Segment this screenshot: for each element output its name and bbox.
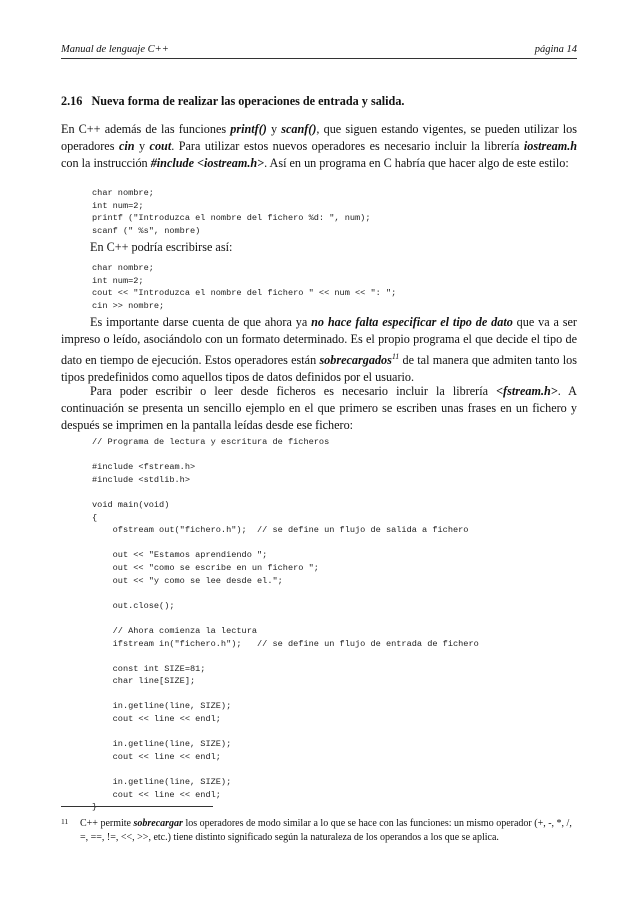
footnote-text [80, 817, 577, 845]
text: de tal manera que admiten tanto los tipos predefinidos como aquellos tipos de datos definidos por el usuario. [61, 353, 577, 385]
keyword-cin: cin [118, 139, 135, 153]
text: los operadores de modo similar a lo que se hace con las funciones: un mismo operador (+, -, *, /, =, ==, !=, <<, >>, etc.) tiene distinto significado según la naturaleza de los operandos a los que se aplica. [80, 818, 572, 843]
section-number: 2.16 [61, 94, 83, 108]
keyword-cout: cout [149, 139, 172, 153]
text: Es importante darse cuenta de que ahora ya [90, 315, 312, 329]
footnote [61, 817, 577, 845]
keyword-scanf: scanf() [281, 122, 317, 136]
page-header [61, 44, 577, 55]
text: con la instrucción [61, 156, 151, 170]
paragraph-cpp: En C++ podría escribirse así: [90, 240, 233, 254]
code-block-c: char nombre; int num=2; printf ("Introduzca el nombre del fichero %d: ", num); scanf (" %s", nombre) [92, 188, 371, 236]
text: . Para utilizar estos nuevos operadores es necesario incluir la librería [171, 139, 524, 153]
footnote-ref: 11 [391, 352, 400, 361]
paragraph-overload [61, 314, 577, 386]
text: C++ permite [80, 818, 134, 829]
text: Para poder escribir o leer desde ficheros es necesario incluir la librería [90, 384, 497, 398]
page-number: página 14 [534, 44, 577, 55]
keyword-iostream: iostream.h [523, 139, 578, 153]
header-divider [61, 58, 577, 59]
section-title: Nueva forma de realizar las operaciones de entrada y salida. [91, 94, 405, 108]
header-title: Manual de lenguaje C++ [61, 44, 169, 55]
emphasis-overload: sobrecargar [133, 818, 183, 829]
keyword-include: #include <iostream.h> [150, 156, 265, 170]
emphasis-type: no hace falta especificar el tipo de dato [311, 315, 513, 329]
text: . Así en un programa en C habría que hacer algo de este estilo: [264, 156, 569, 170]
text: En C++ además de las funciones [61, 122, 231, 136]
footnote-divider [61, 806, 213, 807]
text: y [134, 139, 150, 153]
section-heading [61, 94, 404, 109]
text: y [266, 122, 282, 136]
footnote-number: 11 [61, 817, 69, 826]
text: , que siguen estando vigentes, se pueden utilizar los operadores [61, 122, 577, 153]
text: que va a ser impreso o leído, asociándolo con un formato determinado. Es el propio programa el que decide el tipo de dato en tiempo de ejecución. Estos operadores están [61, 315, 577, 368]
paragraph-intro [61, 121, 577, 172]
keyword-fstream: <fstream.h> [496, 384, 558, 398]
emphasis-overloaded: sobrecargados [319, 353, 392, 368]
code-block-files: // Programa de lectura y escritura de ficheros #include <fstream.h> #include <stdlib.h> void main(void) { ofstream out("fichero.h"); // se define un flujo de salida a fichero out << "Estamos aprendiendo "; out << "como se escribe en un fichero "; out << "y como se lee desde el."; out.close(); // Ahora comienza la lectura ifstream in("fichero.h"); // se define un flujo de entrada de fichero const int SIZE=81; char line[SIZE]; in.getline(line, SIZE); cout << line << endl; in.getline(line, SIZE); cout << line << endl; in.getline(line, SIZE); cout << line << endl; } [92, 437, 479, 813]
keyword-printf: printf() [230, 122, 267, 136]
text: . A continuación se presenta un sencillo ejemplo en el que primero se escriben unas frases en un fichero y después se imprimen en la pantalla leídas desde ese fichero: [61, 384, 577, 432]
code-block-cpp: char nombre; int num=2; cout << "Introduzca el nombre del fichero " << num << ": "; cin >> nombre; [92, 263, 397, 311]
paragraph-files [61, 383, 577, 434]
